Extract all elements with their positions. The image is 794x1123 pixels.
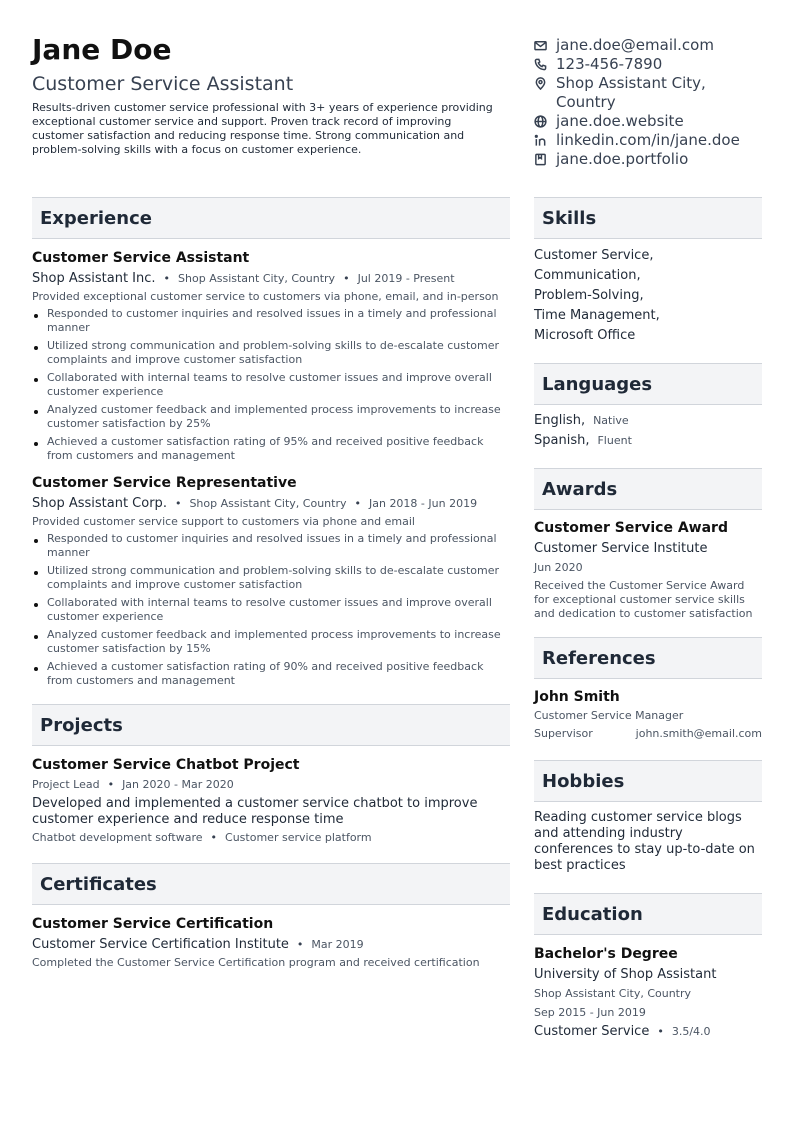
- hobbies-text: Reading customer service blogs and attending industry conferences to stay up-to-date on best practices: [534, 810, 755, 873]
- education-degree: Bachelor's Degree: [534, 946, 678, 962]
- side-column: [534, 197, 762, 1041]
- certificate-issuer: Customer Service Certification Institute: [32, 937, 289, 952]
- education-dates: Sep 2015 - Jun 2019: [534, 1006, 646, 1019]
- contact-location: [534, 74, 766, 112]
- project-role: Project Lead: [32, 778, 100, 791]
- certificate-item: [32, 915, 510, 970]
- mail-icon: [534, 36, 556, 55]
- contact-website[interactable]: [534, 112, 766, 131]
- separator-dot: •: [354, 497, 361, 510]
- job-title: Customer Service Representative: [32, 475, 297, 491]
- list-item: Collaborated with internal teams to resolve customer issues and improve overall customer experience: [32, 596, 510, 624]
- contact-email[interactable]: [534, 36, 766, 55]
- education-location: Shop Assistant City, Country: [534, 987, 692, 1000]
- education-field-line: [534, 1023, 762, 1041]
- language-level: Native: [593, 414, 629, 427]
- languages-list: [534, 411, 762, 451]
- language-item: [534, 411, 762, 431]
- separator-dot: •: [107, 778, 115, 791]
- candidate-name: Jane Doe: [32, 33, 172, 66]
- skills-list: [534, 246, 762, 346]
- hobbies-heading: Hobbies: [534, 760, 762, 802]
- project-dates: Jan 2020 - Mar 2020: [122, 778, 234, 791]
- certificate-meta: [32, 936, 510, 954]
- skill-item: Customer Service,: [534, 248, 654, 263]
- job-meta: [32, 270, 510, 288]
- projects-heading: Projects: [32, 704, 510, 746]
- references-heading: References: [534, 637, 762, 679]
- reference-details: [534, 725, 762, 743]
- education-item: [534, 945, 762, 1041]
- separator-dot: •: [210, 831, 218, 844]
- job-location: Shop Assistant City, Country: [178, 272, 336, 285]
- education-heading: Education: [534, 893, 762, 935]
- contact-email-text: jane.doe@email.com: [556, 36, 714, 54]
- experience-item: [32, 474, 510, 688]
- list-item: Analyzed customer feedback and implemented process improvements to increase customer satisfaction by 25%: [32, 403, 510, 431]
- job-title: Customer Service Assistant: [32, 250, 250, 266]
- project-tools: [32, 829, 510, 847]
- separator-dot: •: [163, 272, 171, 285]
- education-school: University of Shop Assistant: [534, 967, 717, 982]
- separator-dot: •: [174, 497, 182, 510]
- language-item: [534, 431, 762, 451]
- job-location: Shop Assistant City, Country: [189, 497, 347, 510]
- job-meta: [32, 495, 510, 513]
- certificate-description: Completed the Customer Service Certification program and received certification: [32, 956, 480, 969]
- contact-phone-text: 123-456-7890: [556, 55, 663, 73]
- education-gpa: 3.5/4.0: [671, 1025, 711, 1038]
- award-item: [534, 519, 762, 621]
- reference-name: John Smith: [534, 689, 620, 705]
- professional-summary: Results-driven customer service professional with 3+ years of experience providing exceptional customer service and support. Proven track record of improving customer satisfaction and reducing response time. Strong communication and problem-solving skills with a focus on customer experience.: [32, 101, 493, 156]
- project-description: Developed and implemented a customer service chatbot to improve customer experience and reduce response time: [32, 796, 478, 827]
- main-column: [32, 197, 510, 970]
- job-company: Shop Assistant Corp.: [32, 496, 167, 511]
- phone-icon: [534, 55, 556, 74]
- separator-dot: •: [657, 1025, 664, 1038]
- list-item: Analyzed customer feedback and implemented process improvements to increase customer satisfaction by 15%: [32, 628, 510, 656]
- skill-item: Microsoft Office: [534, 328, 636, 343]
- portfolio-icon: [534, 150, 556, 169]
- reference-item: [534, 688, 762, 743]
- certificates-heading: Certificates: [32, 863, 510, 905]
- project-tool: Chatbot development software: [32, 831, 203, 844]
- project-item: [32, 756, 510, 847]
- contact-portfolio[interactable]: [534, 150, 766, 169]
- contact-block: [534, 36, 766, 169]
- list-item: Responded to customer inquiries and resolved issues in a timely and professional manner: [32, 307, 510, 335]
- reference-relation: Supervisor: [534, 727, 593, 740]
- resume-header: [32, 34, 502, 157]
- reference-position: Customer Service Manager: [534, 709, 684, 722]
- project-tool: Customer service platform: [225, 831, 372, 844]
- job-bullets: [32, 307, 510, 463]
- list-item: Achieved a customer satisfaction rating of 95% and received positive feedback from customers and management: [32, 435, 510, 463]
- linkedin-icon: [534, 131, 556, 150]
- list-item: Utilized strong communication and problem-solving skills to de-escalate customer complaints and improve customer satisfaction: [32, 339, 510, 367]
- list-item: Responded to customer inquiries and resolved issues in a timely and professional manner: [32, 532, 510, 560]
- job-description: Provided customer service support to customers via phone and email: [32, 515, 415, 528]
- separator-dot: •: [343, 272, 350, 285]
- job-dates: Jul 2019 - Present: [357, 272, 455, 285]
- experience-heading: Experience: [32, 197, 510, 239]
- project-title: Customer Service Chatbot Project: [32, 757, 300, 773]
- job-dates: Jan 2018 - Jun 2019: [368, 497, 478, 510]
- separator-dot: •: [296, 938, 304, 951]
- candidate-title: Customer Service Assistant: [32, 73, 294, 95]
- awards-heading: Awards: [534, 468, 762, 510]
- education-field: Customer Service: [534, 1024, 650, 1039]
- contact-location-text: Shop Assistant City, Country: [556, 74, 706, 111]
- list-item: Utilized strong communication and problem-solving skills to de-escalate customer complaints and improve customer satisfaction: [32, 564, 510, 592]
- job-company: Shop Assistant Inc.: [32, 271, 156, 286]
- list-item: Achieved a customer satisfaction rating of 90% and received positive feedback from customers and management: [32, 660, 510, 688]
- languages-heading: Languages: [534, 363, 762, 405]
- award-title: Customer Service Award: [534, 520, 728, 536]
- contact-phone[interactable]: [534, 55, 766, 74]
- certificate-date: Mar 2019: [311, 938, 364, 951]
- contact-website-text: jane.doe.website: [556, 112, 684, 130]
- globe-icon: [534, 112, 556, 131]
- reference-email[interactable]: john.smith@email.com: [635, 727, 762, 740]
- contact-portfolio-text: jane.doe.portfolio: [556, 150, 689, 168]
- skill-item: Problem-Solving,: [534, 288, 644, 303]
- language-name: English,: [534, 413, 586, 428]
- experience-item: [32, 249, 510, 463]
- location-pin-icon: [534, 74, 556, 93]
- skill-item: Time Management,: [534, 308, 660, 323]
- language-name: Spanish,: [534, 433, 590, 448]
- job-bullets: [32, 532, 510, 688]
- language-level: Fluent: [597, 434, 632, 447]
- award-date: Jun 2020: [534, 561, 583, 574]
- skill-item: Communication,: [534, 268, 641, 283]
- job-description: Provided exceptional customer service to customers via phone, email, and in-person: [32, 290, 499, 303]
- certificate-title: Customer Service Certification: [32, 916, 274, 932]
- list-item: Collaborated with internal teams to resolve customer issues and improve overall customer experience: [32, 371, 510, 399]
- award-description: Received the Customer Service Award for exceptional customer service skills and dedication to customer satisfaction: [534, 579, 753, 620]
- skills-heading: Skills: [534, 197, 762, 239]
- award-issuer: Customer Service Institute: [534, 541, 708, 556]
- contact-linkedin[interactable]: [534, 131, 766, 150]
- project-meta: [32, 776, 510, 794]
- contact-linkedin-text: linkedin.com/in/jane.doe: [556, 131, 740, 149]
